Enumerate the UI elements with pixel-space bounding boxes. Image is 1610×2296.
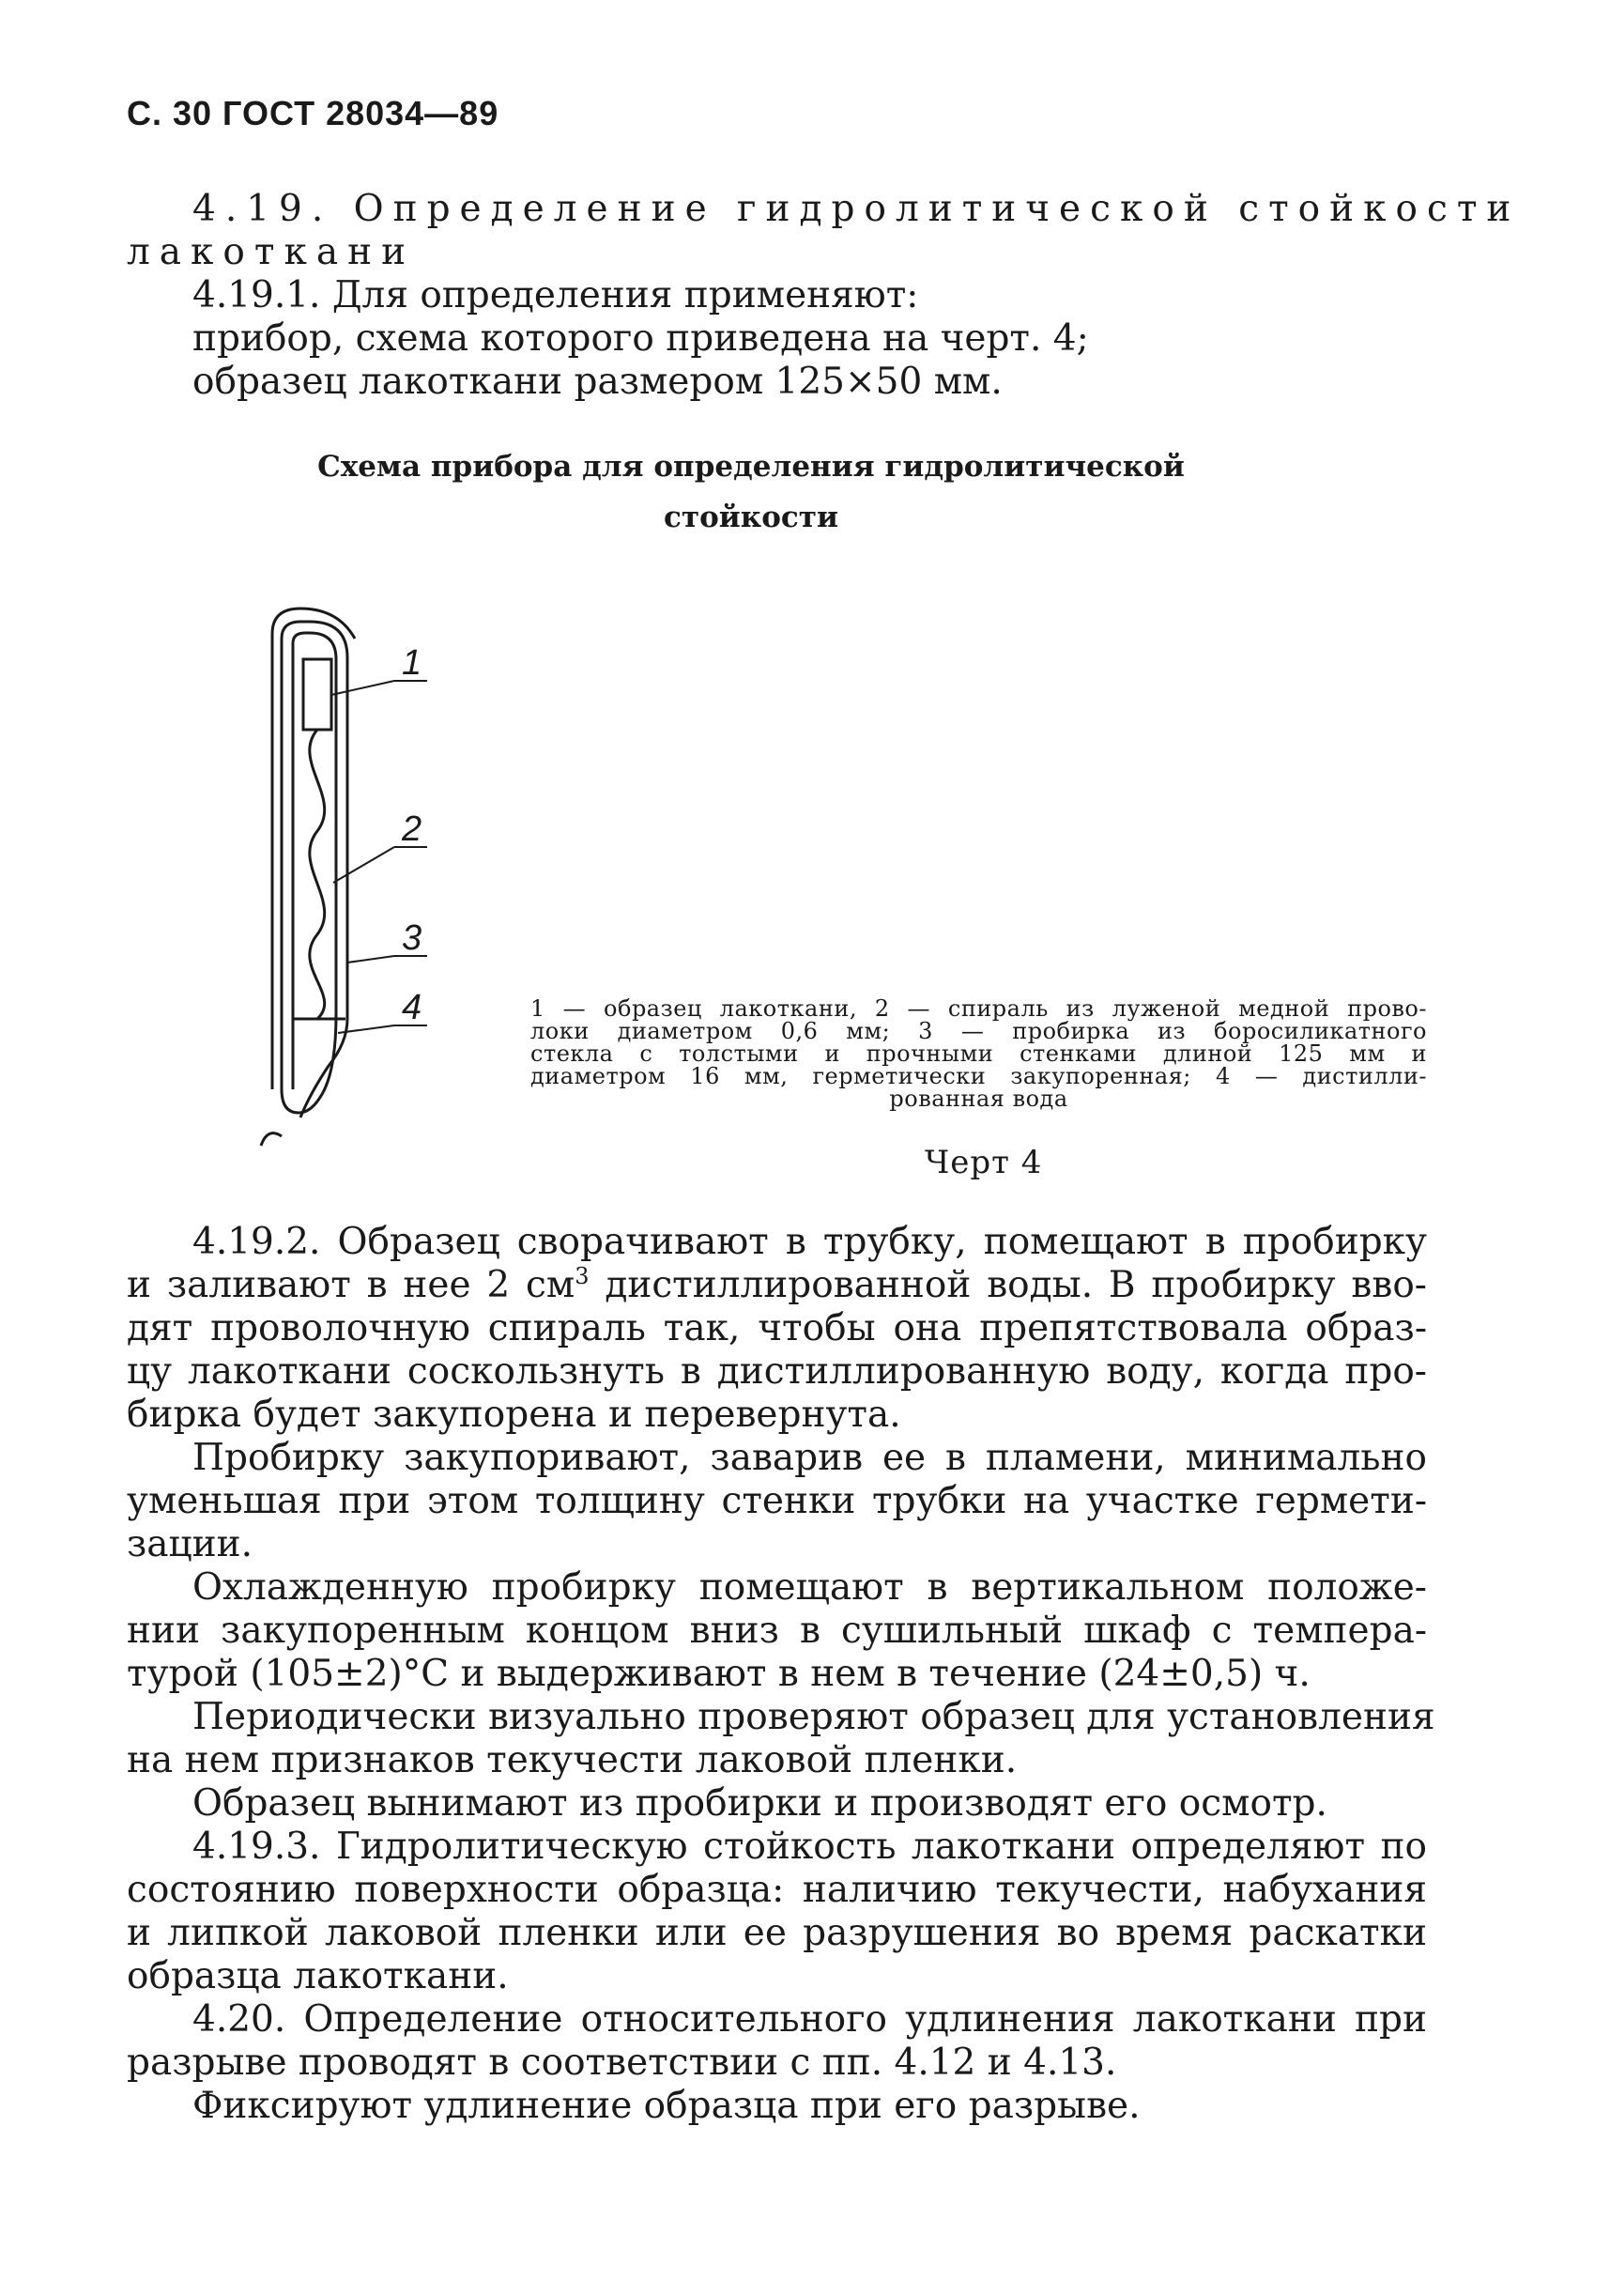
legend-line: локи диаметром 0,6 мм; 3 — пробирка из боросиликатного [530,1018,1427,1044]
paragraph-line: Охлажденную пробирку помещают в вертикальном положе- [192,1566,1427,1609]
figure-legend [530,997,1427,1110]
paragraph-line: зации. [127,1523,253,1565]
paragraph-line: Фиксируют удлинение образца при его разрыве. [192,2085,1141,2127]
figure-caption: Черт 4 [925,1144,1043,1181]
tube-tip [261,1133,282,1146]
leader-line-2 [333,847,394,883]
sample-rectangle [303,659,331,730]
paragraph-line: состоянию поверхности образца: наличию текучести, набухания [127,1869,1427,1911]
paragraph-line: и липкой лаковой пленки или ее разрушения во время раскатки [127,1912,1427,1954]
apparatus-diagram [253,601,479,1159]
leader-line-1 [331,681,394,695]
section-heading-cont: лакоткани [127,231,416,273]
paragraph: прибор, схема которого приведена на черт. 4; [192,317,1089,360]
paragraph-line: 4.20. Определение относительного удлинения лакоткани при [192,1998,1427,2041]
paragraph-line: уменьшая при этом толщину стенки трубки на участке гермети- [127,1480,1427,1522]
wire-spiral [310,730,325,1019]
page-header: С. 30 ГОСТ 28034—89 [127,94,499,132]
paragraph-line: нии закупоренным концом вниз в сушильный шкаф с темпера- [127,1610,1427,1652]
legend-line: рованная вода [889,1086,1068,1112]
label-1: 1 [402,643,422,683]
test-tube-diagram [253,601,479,1155]
text-fragment: дистиллированной воды. В пробирку вво- [589,1264,1427,1306]
paragraph-line: 4.19.3. Гидролитическую стойкость лакоткани определяют по [192,1826,1427,1868]
label-2: 2 [402,809,422,849]
label-3: 3 [402,918,422,958]
leader-line-3 [347,956,394,963]
tube-inner-wall [293,633,336,1089]
section-heading: 4.19. Определение гидролитической стойкости [192,188,1521,230]
legend-line: стекла с толстыми и прочными стенками длиной 125 мм и [530,1040,1427,1067]
paragraph-line: бирка будет закупорена и перевернута. [127,1394,901,1436]
paragraph-line: 4.19.2. Образец сворачивают в трубку, помещают в пробирку [192,1221,1427,1263]
legend-line: диаметром 16 мм, герметически закупоренная; 4 — дистилли- [530,1063,1427,1089]
figure-title [282,441,1220,543]
text-fragment: и заливают в нее 2 см [127,1264,575,1306]
paragraph-line: дят проволочную спираль так, чтобы она препятствовала образ- [127,1307,1427,1349]
body-text [127,1221,1435,2128]
section-4-19-intro [127,188,1521,404]
paragraph-line: Периодически визуально проверяют образец для установления [192,1696,1435,1738]
paragraph-line: цу лакоткани соскользнуть в дистиллированную воду, когда про- [127,1350,1427,1393]
paragraph-line: на нем признаков текучести лаковой пленки. [127,1739,1018,1781]
superscript: 3 [575,1263,590,1289]
paragraph: образец лакоткани размером 125×50 мм. [192,361,1003,403]
legend-line: 1 — образец лакоткани, 2 — спираль из луженой медной прово- [530,995,1427,1022]
paragraph-line: Образец вынимают из пробирки и производят его осмотр. [192,1782,1327,1825]
tube-outer-left [272,609,355,1089]
paragraph-line: разрыве проводят в соответствии с пп. 4.12 и 4.13. [127,2042,1117,2084]
figure-title-line: Схема прибора для определения гидролитической [317,450,1185,484]
paragraph-line: Пробирку закупоривают, заварив ее в пламени, минимально [192,1437,1427,1479]
paragraph: 4.19.1. Для определения применяют: [192,274,919,316]
paragraph-line [127,1264,1427,1307]
paragraph-line: образца лакоткани. [127,1955,509,1997]
paragraph-line: турой (105±2)°С и выдерживают в нем в течение (24±0,5) ч. [127,1653,1311,1695]
label-4: 4 [402,988,422,1027]
figure-title-line: стойкости [664,501,838,534]
